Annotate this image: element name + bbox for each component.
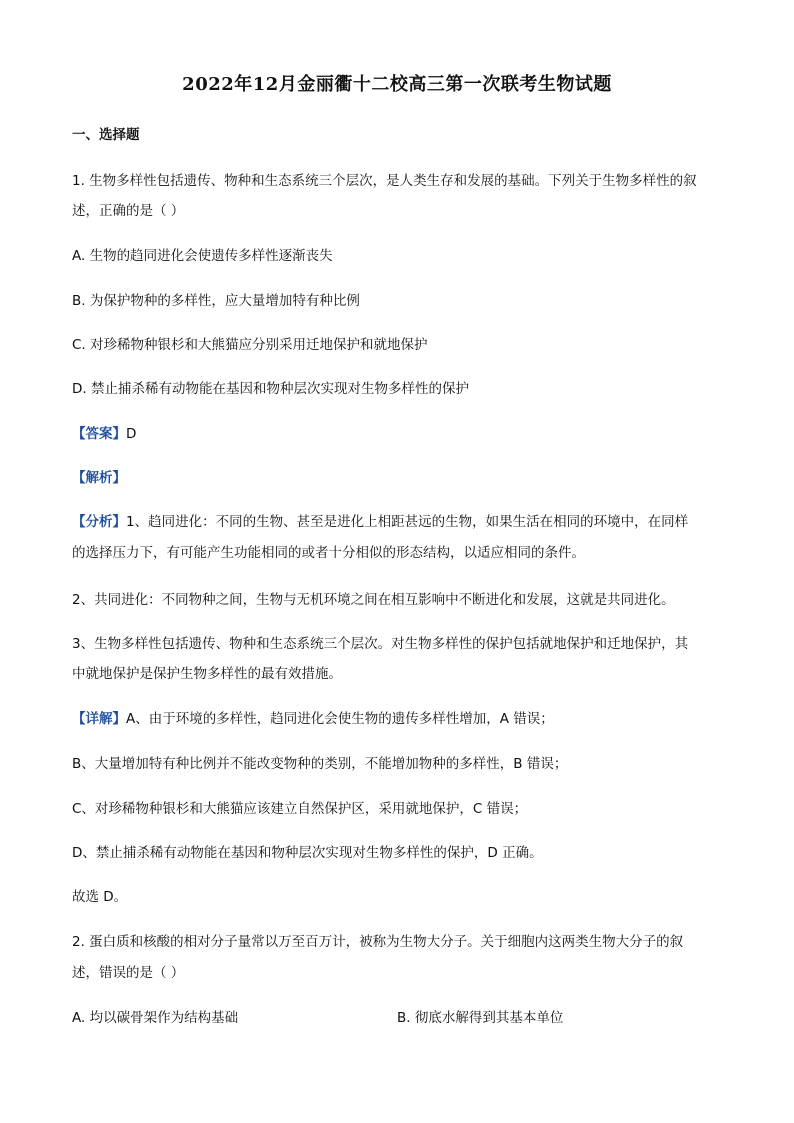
q1-detail-b: B、大量增加特有种比例并不能改变物种的类别，不能增加物种的多样性，B 错误；	[72, 756, 568, 772]
q1-stem-line1: 1. 生物多样性包括遗传、物种和生态系统三个层次，是人类生存和发展的基础。下列关于生物多样性的叙	[72, 173, 697, 189]
document-title: 2022年12月金丽衢十二校高三第一次联考生物试题	[182, 74, 612, 95]
answer-tag: 【答案】	[72, 426, 126, 442]
q2-stem-line1: 2. 蛋白质和核酸的相对分子量常以万至百万计，被称为生物大分子。关于细胞内这两类生物大分子的叙	[72, 934, 684, 950]
q1-fenxi-line2: 的选择压力下，有可能产生功能相同的或者十分相似的形态结构，以适应相同的条件。	[72, 545, 585, 561]
answer-value: D	[126, 426, 137, 442]
q1-option-a: A. 生物的趋同进化会使遗传多样性逐渐丧失	[72, 248, 333, 264]
analysis-tag: 【解析】	[72, 470, 126, 486]
section-heading: 一、选择题	[72, 127, 140, 143]
fenxi-tag: 【分析】	[72, 514, 126, 530]
q1-option-d: D. 禁止捕杀稀有动物能在基因和物种层次实现对生物多样性的保护	[72, 381, 469, 397]
q1-option-b: B. 为保护物种的多样性，应大量增加特有种比例	[72, 293, 360, 309]
q1-point2: 2、共同进化：不同物种之间，生物与无机环境之间在相互影响中不断进化和发展，这就是共同进化。	[72, 592, 675, 608]
q1-fenxi-line1	[72, 510, 688, 530]
q1-option-c: C. 对珍稀物种银杉和大熊猫应分别采用迁地保护和就地保护	[72, 337, 428, 353]
q1-detail-d: D、禁止捕杀稀有动物能在基因和物种层次实现对生物多样性的保护，D 正确。	[72, 845, 543, 861]
q1-point3-line2: 中就地保护是保护生物多样性的最有效措施。	[72, 666, 342, 682]
fenxi-text: 1、趋同进化：不同的生物、甚至是进化上相距甚远的生物，如果生活在相同的环境中，在同样	[126, 514, 689, 530]
xiangjie-tag: 【详解】	[72, 711, 126, 727]
detail-a-text: A、由于环境的多样性，趋同进化会使生物的遗传多样性增加，A 错误；	[126, 711, 554, 727]
q1-conclusion: 故选 D。	[72, 889, 128, 905]
q2-option-b: B. 彻底水解得到其基本单位	[397, 1010, 564, 1026]
q1-stem-line2: 述，正确的是（ ）	[72, 203, 185, 219]
q1-detail-c: C、对珍稀物种银杉和大熊猫应该建立自然保护区，采用就地保护，C 错误；	[72, 801, 528, 817]
q2-option-a: A. 均以碳骨架作为结构基础	[72, 1010, 239, 1026]
q1-detail-a	[72, 707, 554, 727]
q2-stem-line2: 述，错误的是（ ）	[72, 965, 185, 981]
q1-point3-line1: 3、生物多样性包括遗传、物种和生态系统三个层次。对生物多样性的保护包括就地保护和迁地保护，其	[72, 636, 689, 652]
q1-answer	[72, 422, 136, 442]
q1-analysis-heading	[72, 466, 126, 486]
